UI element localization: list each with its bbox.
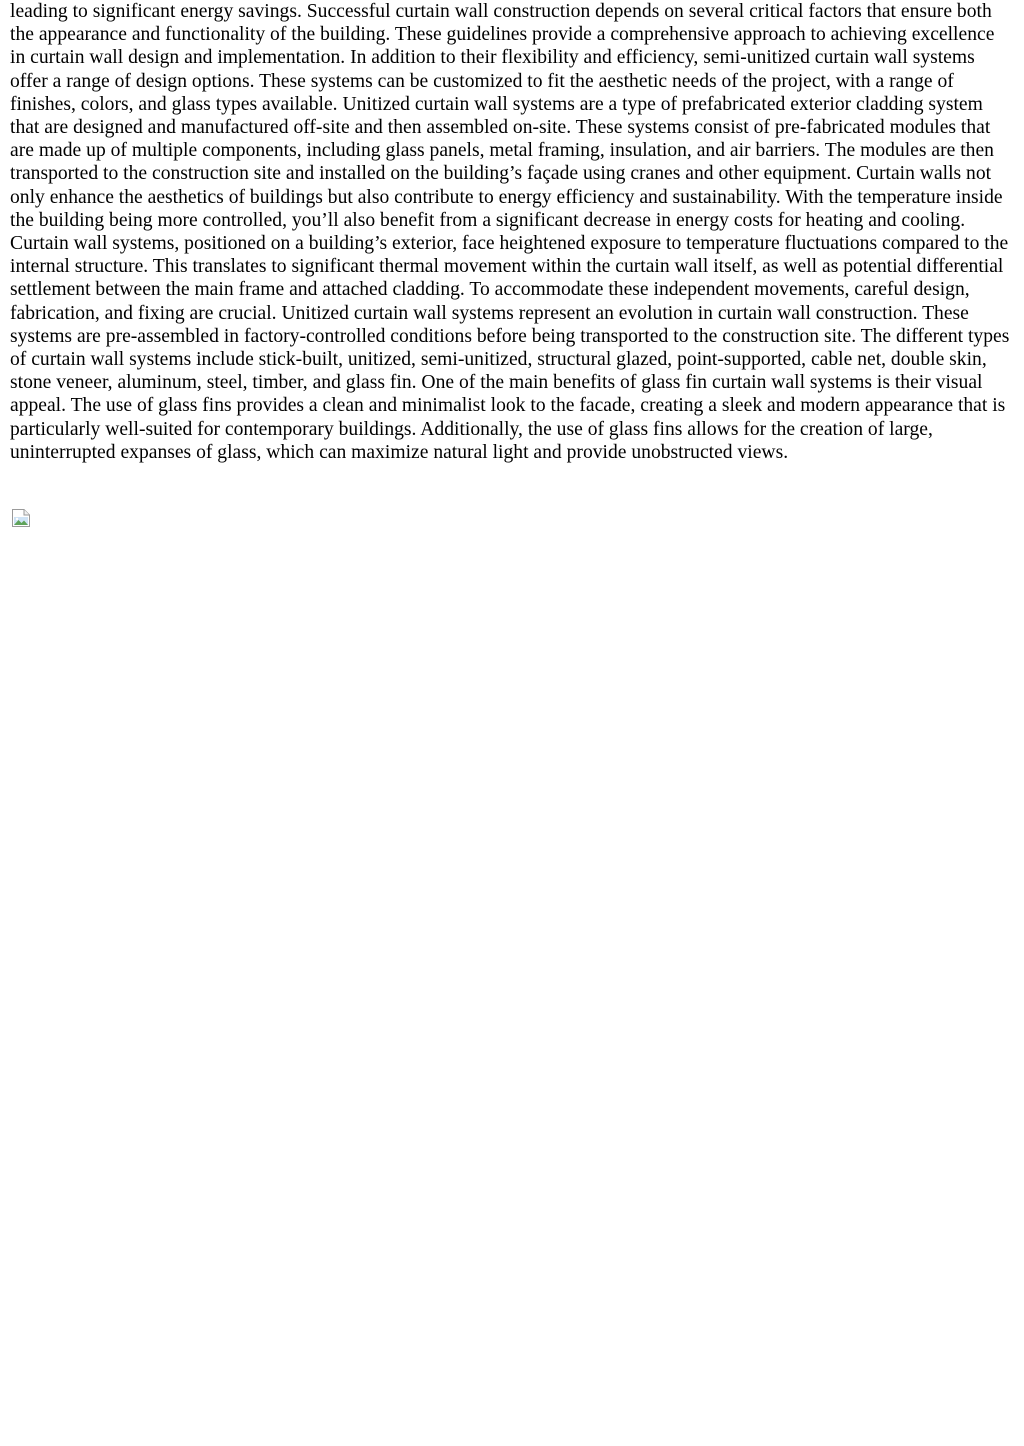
broken-image-icon: [11, 508, 31, 528]
body-paragraph: leading to significant energy savings. Successful curtain wall construction depends on several critical factors that ensure both the appearance and functionality of the building. These guidelines provide a comprehensive approach to achieving excellence in curtain wall design and implementation. In addition to their flexibility and efficiency, semi-unitized curtain wall systems offer a range of design options. These systems can be customized to fit the aesthetic needs of the project, with a range of finishes, colors, and glass types available. Unitized curtain wall systems are a type of prefabricated exterior cladding system that are designed and manufactured off-site and then assembled on-site. These systems consist of pre-fabricated modules that are made up of multiple components, including glass panels, metal framing, insulation, and air barriers. The modules are then transported to the construction site and installed on the building’s façade using cranes and other equipment. Curtain walls not only enhance the aesthetics of buildings but also contribute to energy efficiency and sustainability. With the temperature inside the building being more controlled, you’ll also benefit from a significant decrease in energy costs for heating and cooling. Curtain wall systems, positioned on a building’s exterior, face heightened exposure to temperature fluctuations compared to the internal structure. This translates to significant thermal movement within the curtain wall itself, as well as potential differential settlement between the main frame and attached cladding. To accommodate these independent movements, careful design, fabrication, and fixing are crucial. Unitized curtain wall systems represent an evolution in curtain wall construction. These systems are pre-assembled in factory-controlled conditions before being transported to the construction site. The different types of curtain wall systems include stick-built, unitized, semi-unitized, structural glazed, point-supported, cable net, double skin, stone veneer, aluminum, steel, timber, and glass fin. One of the main benefits of glass fin curtain wall systems is their visual appeal. The use of glass fins provides a clean and minimalist look to the facade, creating a sleek and modern appearance that is particularly well-suited for contemporary buildings. Additionally, the use of glass fins allows for the creation of large, uninterrupted expanses of glass, which can maximize natural light and provide unobstructed views.: [10, 1, 1010, 463]
